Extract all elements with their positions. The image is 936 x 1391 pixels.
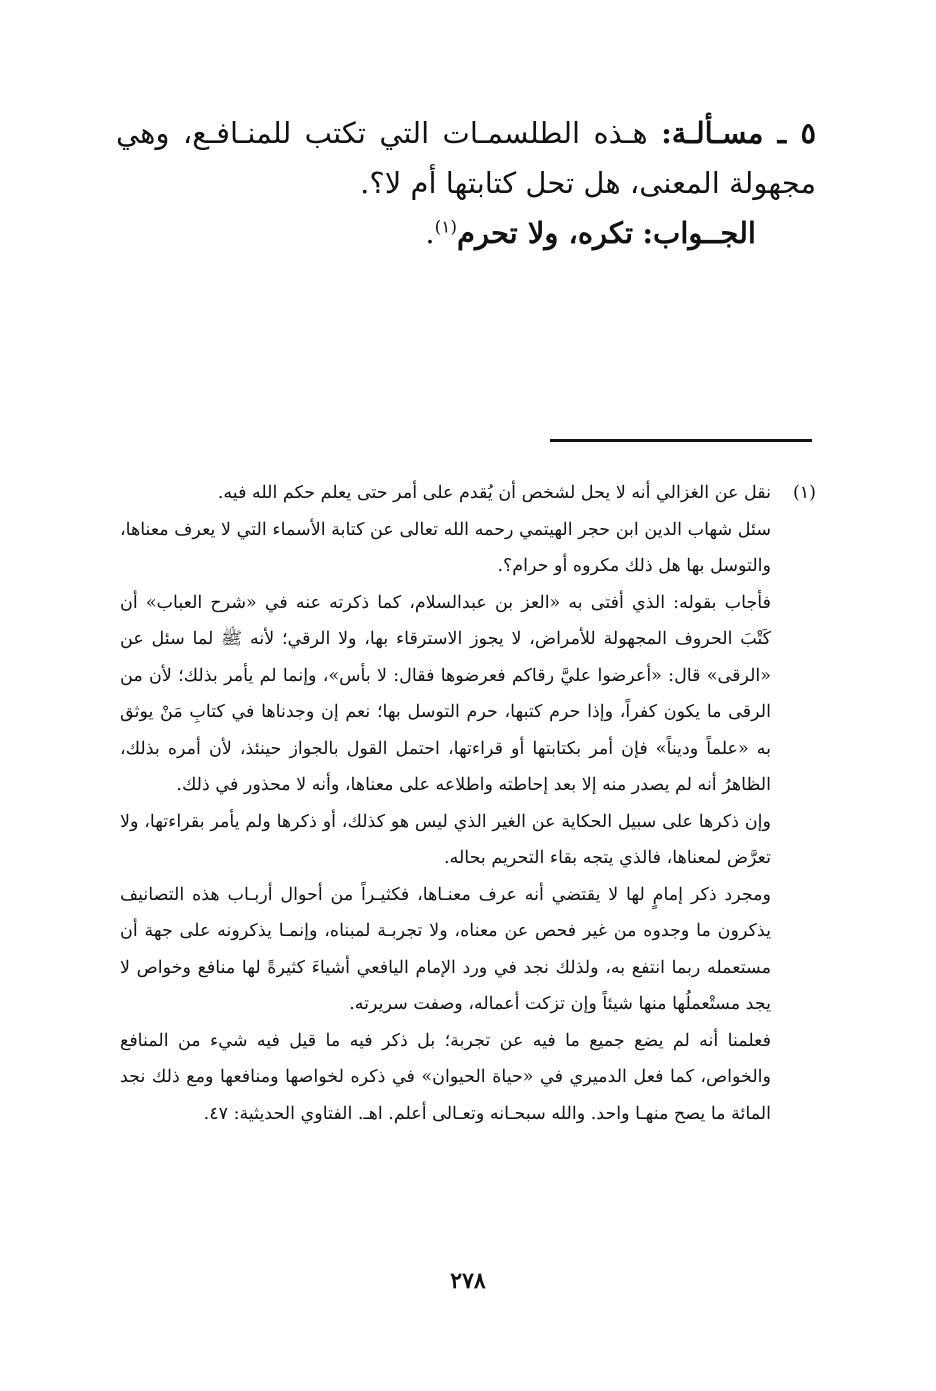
- footnote-block: [120, 475, 816, 1132]
- question-block: [116, 108, 816, 258]
- footnote-paragraph: فأجاب بقوله: الذي أفتى به «العز بن عبدالسلام، كما ذكرته عنه في «شرح العباب» أن كَتْبَ الحروف المجهولة للأمراض، لا يجوز الاسترقاء بها، ولا الرقي؛ لأنه ﷺ لما سئل عن «الرقى» قال: «أعرضوا عليَّ رقاكم فعرضوها فقال: لا بأس»، وإنما لم يأمر بذلك؛ لأن من الرقى ما يكون كفراً، وإذا حرم كتبها، حرم التوسل بها؛ نعم إن وجدناها في كتابِ مَنْ يوثق به «علماً وديناً» فإن أمر بكتابتها أو قراءتها، احتمل القول بالجواز حينئذ، لأن أمره بذلك، الظاهرُ أنه لم يصدر منه إلا بعد إحاطته واطلاعه على معناها، وأنه لا محذور في ذلك.: [120, 592, 771, 795]
- question-label: ٥ ـ مسـألـة:: [661, 116, 817, 150]
- footnote-paragraph: ومجرد ذكر إمامٍ لها لا يقتضي أنه عرف معنـاها، فكثيـراً من أحوال أربـاب هذه التصانيف يذكرون ما وجدوه من غير فحص عن معناه، ولا تجربـة لمبناه، وإنمـا يذكرونه على جهة أن مستعمله ربما انتفع به، ولذلك نجد في ورد الإمام اليافعي أشياءَ كثيرةً لها منافع وخواص لا يجد مستْعملُها منها شيئاً وإن تزكت أعماله، وصفت سريرته.: [120, 884, 771, 1014]
- footnote-paragraph: فعلمنا أنه لم يضع جميع ما فيه عن تجربة؛ بل ذكر فيه ما قيل فيه شيء من المنافع والخواص، كما فعل الدميري في «حياة الحيوان» في ذكره لخواصها ومنافعها ومع ذلك نجد المائة ما يصح منهـا واحد. والله سبحـانه وتعـالى أعلم. اهـ. الفتاوي الحديثية: ٤٧.: [120, 1030, 771, 1124]
- question-text: هـذه الطلسمـات التي تكتب للمنـافـع، وهي مجهولة المعنى، هل تحل كتابتها أم لا؟.: [116, 116, 816, 200]
- footnote-paragraph: نقل عن الغزالي أنه لا يحل لشخص أن يُقدم على أمر حتى يعلم حكم الله فيه.: [217, 483, 771, 503]
- footnote-paragraph: وإن ذكرها على سبيل الحكاية عن الغير الذي ليس هو كذلك، أو ذكرها ولم يأمر بقراءتها، ولا تعرَّض لمعناها، فالذي يتجه بقاء التحريم بحاله.: [120, 811, 771, 868]
- footnote-paragraph: سئل شهاب الدين ابن حجر الهيتمي رحمه الله تعالى عن كتابة الأسماء التي لا يعرف معناها، والتوسل بها هل ذلك مكروه أو حرام؟.: [120, 519, 771, 576]
- footnote-reference: (١): [434, 217, 457, 238]
- answer-paragraph: [116, 208, 816, 258]
- footnote-body: [120, 475, 771, 1132]
- question-paragraph: [116, 108, 816, 208]
- footnote-separator: [550, 439, 812, 442]
- answer-text: تكره، ولا تحرم: [457, 216, 634, 250]
- page-number: ٢٧٨: [450, 1268, 486, 1294]
- footnote-row: [120, 475, 816, 1132]
- footnote-number: (١): [792, 483, 816, 503]
- answer-end: .: [425, 216, 435, 250]
- answer-label: الجــواب:: [642, 216, 756, 250]
